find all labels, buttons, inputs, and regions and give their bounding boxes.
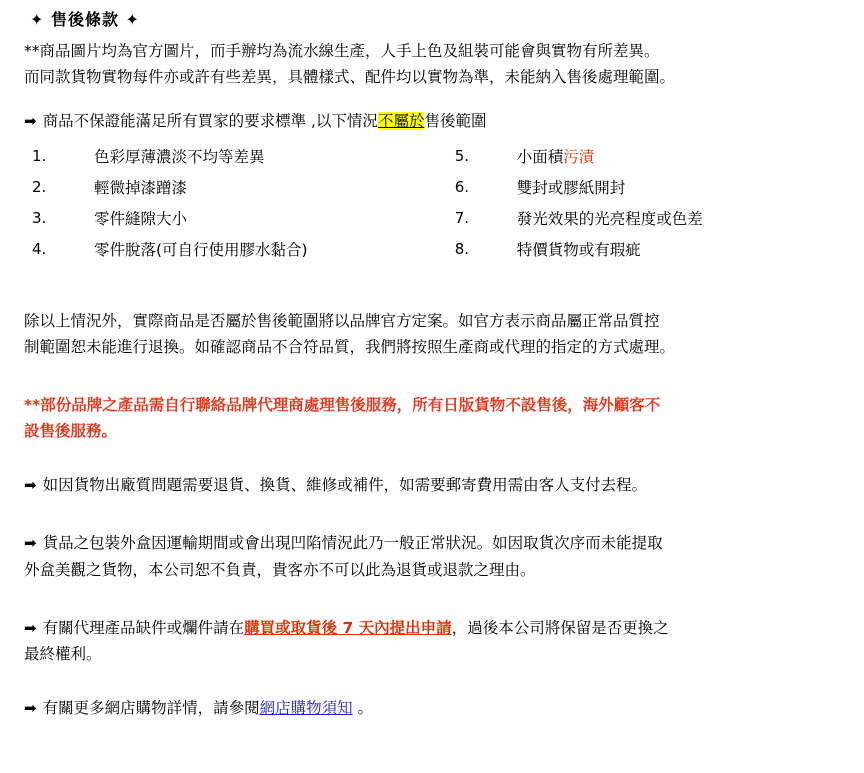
list-item: [32, 207, 437, 231]
bullet-packaging-line-2: 外盒美觀之貨物，本公司恕不負責，貴客亦不可以此為退貨或退款之理由。: [24, 560, 536, 579]
list-item-label: 雙封或膠紙開封: [516, 179, 626, 198]
list-item-number: 2.: [32, 178, 47, 197]
list-item: [455, 207, 850, 231]
list-item-text-pre: 小面積: [516, 148, 564, 167]
intro-line-2: 而同款貨物實物每件亦或許有些差異，具體樣式、配件均以實物為準，未能納入售後處理範圍。: [24, 67, 676, 86]
claim-paragraph: [24, 616, 850, 666]
notice-highlight: 不屬於: [377, 111, 425, 130]
exclusion-column-right: [437, 145, 850, 269]
exclusion-column-left: [24, 145, 437, 269]
policy-paragraph: [24, 309, 850, 359]
policy-line-2: 制範圍恕未能進行退換。如確認商品不合符品質，我們將按照生產商或代理的指定的方式處理。: [24, 338, 676, 357]
list-item-number: 7.: [454, 209, 470, 228]
list-item-number: 1.: [32, 147, 47, 166]
arrow-icon: ➡: [24, 698, 37, 717]
claim-line-2: 最終權利。: [24, 644, 102, 663]
bullet-packaging-line-1: [24, 531, 850, 555]
list-item-number: 3.: [32, 209, 47, 228]
notice-line: [24, 109, 850, 133]
claim-deadline: 購買或取貨後 7 天內提出申請: [244, 618, 452, 637]
bullet-shipping: [24, 473, 850, 497]
intro-line-1: **商品圖片均為官方圖片，而手辦均為流水線生產，人手上色及組裝可能會與實物有所差異。: [24, 41, 660, 60]
list-item-label: 零件縫隙大小: [94, 210, 188, 229]
list-item: [455, 145, 850, 169]
claim-text-pre: 有關代理產品缺件或爛件請在: [42, 618, 245, 637]
list-item-label: 色彩厚薄濃淡不均等差異: [94, 148, 265, 167]
bullet-shipping-text: 如因貨物出廠質問題需要退貨、換貨、維修或補件，如需要郵寄費用需由客人支付去程。: [42, 476, 648, 495]
list-item: [32, 238, 437, 262]
bullet-packaging: [24, 531, 850, 581]
list-item-number: 8.: [454, 240, 470, 259]
arrow-icon: ➡: [24, 534, 37, 553]
arrow-icon: ➡: [24, 111, 37, 130]
shopping-guide-link[interactable]: 網店購物須知: [259, 698, 353, 717]
list-item-label: 零件脫落(可自行使用膠水黏合): [94, 241, 308, 260]
list-item-number: 6.: [454, 178, 470, 197]
list-item-text-red: 污漬: [563, 148, 595, 167]
claim-line-1: [24, 616, 850, 640]
list-item: [32, 176, 437, 200]
list-item: [455, 238, 850, 262]
arrow-icon: ➡: [24, 618, 37, 637]
notice-text-before: 商品不保證能滿足所有買家的要求標準 ,以下情況: [42, 111, 378, 130]
intro-paragraph: [24, 39, 850, 89]
list-item-label: [517, 145, 850, 169]
list-item-label: 特價貨物或有瑕疵: [516, 241, 641, 260]
more-info-text-post: 。: [352, 698, 374, 717]
page-title: ✦ 售後條款 ✦: [30, 10, 140, 29]
claim-text-post: ，過後本公司將保留是否更換之: [451, 618, 669, 637]
list-item-label: 輕微掉漆蹭漆: [94, 179, 188, 198]
list-item: [32, 145, 437, 169]
list-item-number: 5.: [454, 147, 470, 166]
exclusion-list: [24, 145, 850, 269]
warning-line-1: **部份品牌之產品需自行聯絡品牌代理商處理售後服務，所有日版貨物不設售後，海外顧客不: [24, 396, 661, 415]
arrow-icon: ➡: [24, 476, 37, 495]
list-item-number: 4.: [32, 240, 47, 259]
policy-line-1: 除以上情況外，實際商品是否屬於售後範圍將以品牌官方定案。如官方表示商品屬正常品質控: [24, 312, 660, 331]
list-item-label: 發光效果的光亮程度或色差: [516, 210, 703, 229]
notice-text-after: 售後範圍: [424, 111, 487, 130]
bullet-packaging-text-1: 貨品之包裝外盒因運輸期間或會出現凹陷情況此乃一般正常狀況。如因取貨次序而未能提取: [42, 534, 663, 553]
warning-paragraph: [24, 393, 850, 443]
list-item: [455, 176, 850, 200]
more-info-text-pre: 有關更多網店購物詳情，請參閱: [42, 698, 260, 717]
warning-line-2: 設售後服務。: [24, 422, 118, 441]
more-info-line: [24, 696, 850, 720]
